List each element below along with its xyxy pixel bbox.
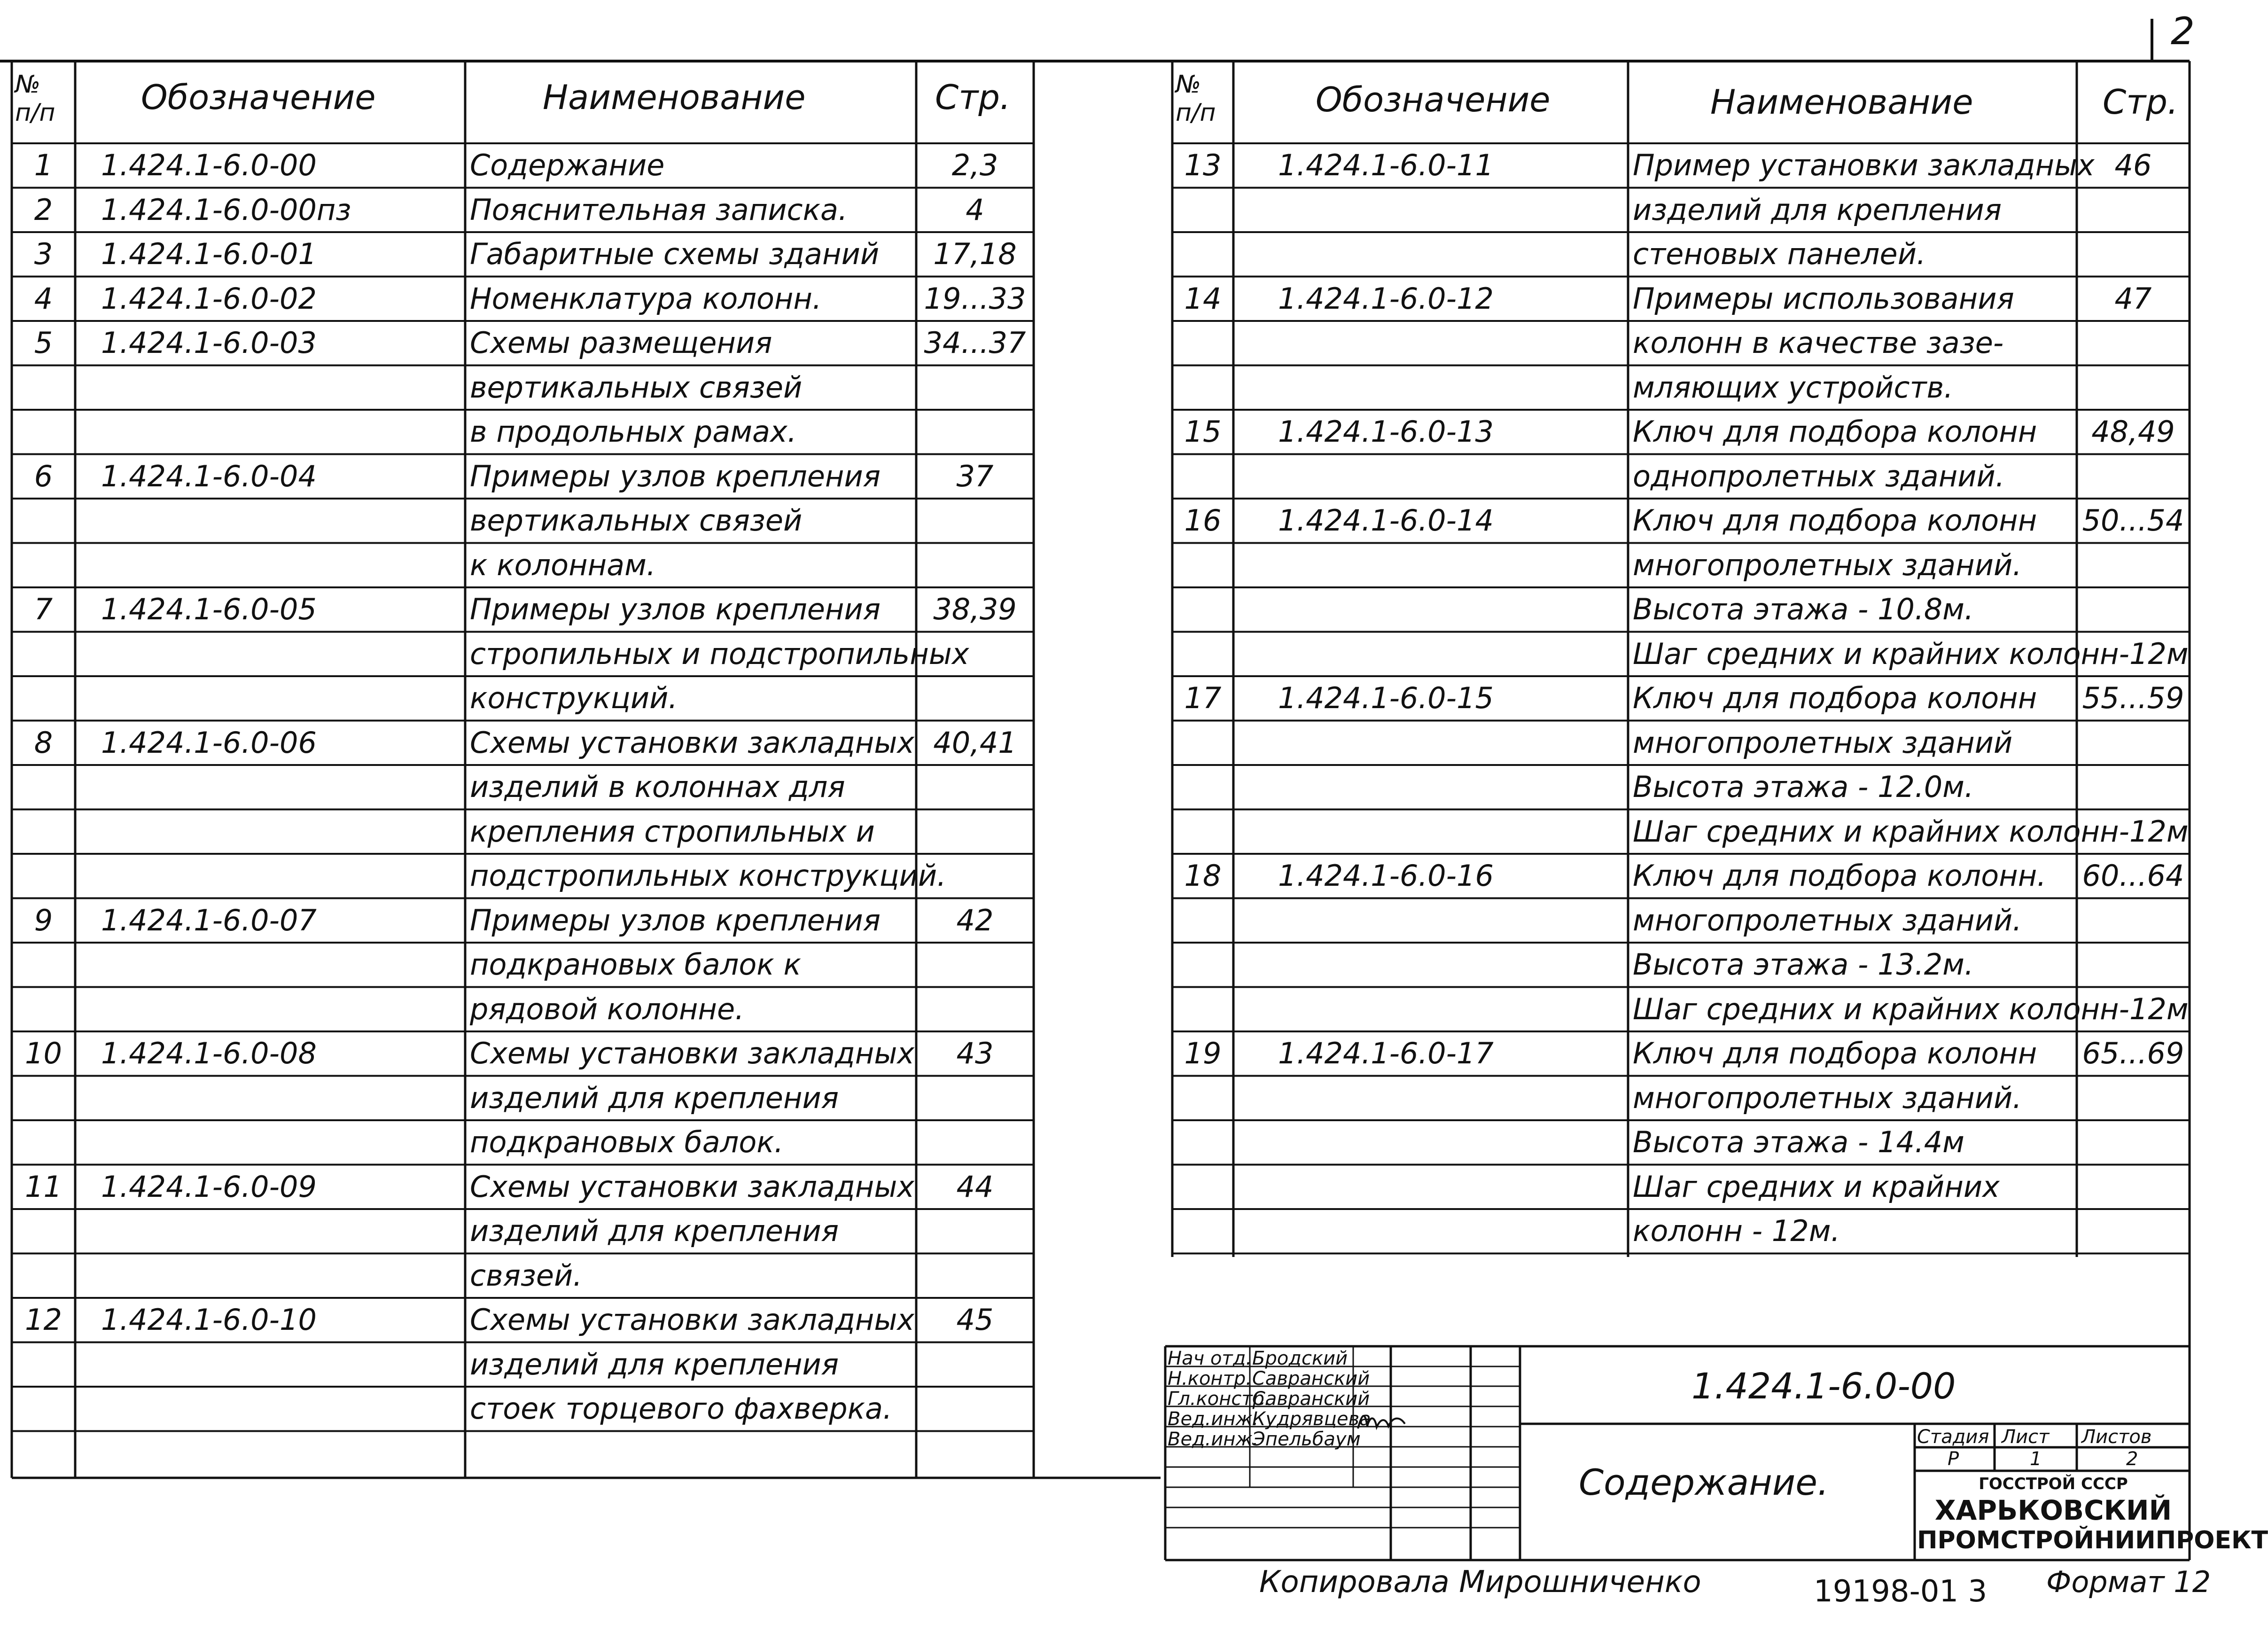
- row-designation: 1.424.1-6.0-00пз: [101, 192, 351, 227]
- row-name-line: вертикальных связей: [470, 370, 803, 405]
- row-pages: 45: [956, 1303, 994, 1337]
- row-name-line: многопролетных зданий.: [1633, 547, 2022, 582]
- row-name-line: Примеры использования: [1633, 281, 2014, 316]
- row-name-line: Схемы установки закладных: [470, 1303, 914, 1337]
- left-header-designation: Обозначение: [141, 78, 376, 117]
- row-designation: 1.424.1-6.0-11: [1278, 148, 1494, 182]
- copied-by: Копировала Мирошниченко: [1259, 1565, 1701, 1600]
- row-pages: 2,3: [951, 148, 998, 182]
- row-number: 4: [34, 281, 53, 316]
- sheets-label: Листов: [2081, 1426, 2152, 1448]
- row-pages: 47: [2114, 281, 2152, 316]
- format-label: Формат 12: [2046, 1565, 2211, 1599]
- row-designation: 1.424.1-6.0-01: [101, 237, 317, 271]
- stage-label: Стадия: [1917, 1426, 1989, 1448]
- row-number: 18: [1184, 859, 1222, 893]
- row-number: 17: [1184, 681, 1222, 715]
- row-designation: 1.424.1-6.0-02: [101, 281, 317, 316]
- right-header-designation: Обозначение: [1316, 80, 1551, 119]
- row-name-line: однопролетных зданий.: [1633, 459, 2005, 493]
- left-header-name: Наименование: [543, 78, 806, 117]
- stage-value: Р: [1948, 1448, 1959, 1470]
- row-number: 9: [34, 903, 53, 937]
- row-designation: 1.424.1-6.0-04: [101, 459, 317, 493]
- row-name-line: подкрановых балок к: [470, 947, 801, 982]
- row-name-line: колонн в качестве зазе-: [1633, 326, 2004, 360]
- org-line-1: ГОССТРОЙ СССР: [1979, 1475, 2128, 1493]
- row-name-line: Схемы установки закладных: [470, 1169, 914, 1204]
- row-pages: 48,49: [2091, 414, 2175, 449]
- row-pages: 50...54: [2082, 503, 2184, 538]
- row-name-line: многопролетных зданий.: [1633, 903, 2022, 937]
- row-number: 3: [34, 237, 53, 271]
- row-designation: 1.424.1-6.0-08: [101, 1036, 317, 1070]
- row-name-line: стеновых панелей.: [1633, 237, 1926, 271]
- row-number: 6: [34, 459, 53, 493]
- row-name-line: Примеры узлов крепления: [470, 459, 881, 493]
- row-name-line: Высота этажа - 12.0м.: [1633, 770, 1974, 804]
- row-name-line: связей.: [470, 1258, 583, 1293]
- row-name-line: Ключ для подбора колонн.: [1633, 859, 2046, 893]
- row-pages: 37: [956, 459, 994, 493]
- org-line-3: ПРОМСТРОЙНИИПРОЕКТ: [1917, 1526, 2268, 1554]
- row-number: 16: [1184, 503, 1222, 538]
- row-name-line: Схемы размещения: [470, 326, 772, 360]
- row-name-line: Ключ для подбора колонн: [1633, 414, 2037, 449]
- role-name-1: Бродский: [1252, 1348, 1348, 1369]
- row-name-line: мляющих устройств.: [1633, 370, 1953, 405]
- left-header-sheets: Стр.: [935, 78, 1011, 117]
- sheets-value: 2: [2126, 1448, 2138, 1470]
- row-pages: 19...33: [924, 281, 1026, 316]
- row-number: 10: [25, 1036, 62, 1070]
- row-name-line: к колоннам.: [470, 547, 656, 582]
- row-pages: 44: [956, 1169, 994, 1204]
- page-number: 2: [2171, 9, 2195, 53]
- row-name-line: Схемы установки закладных: [470, 1036, 914, 1070]
- archive-number: 19198-01 3: [1814, 1574, 1987, 1609]
- row-designation: 1.424.1-6.0-14: [1278, 503, 1494, 538]
- row-name-line: многопролетных зданий: [1633, 725, 2013, 760]
- row-name-line: изделий для крепления: [1633, 192, 2002, 227]
- row-name-line: Примеры узлов крепления: [470, 592, 881, 626]
- role-name-4: Кудрявцева: [1252, 1408, 1371, 1430]
- row-name-line: Шаг средних и крайних колонн-12м: [1633, 814, 2189, 849]
- row-number: 19: [1184, 1036, 1222, 1070]
- row-name-line: подкрановых балок.: [470, 1125, 784, 1159]
- row-name-line: в продольных рамах.: [470, 414, 797, 449]
- row-pages: 17,18: [933, 237, 1017, 271]
- row-name-line: Высота этажа - 10.8м.: [1633, 592, 1974, 626]
- row-name-line: Пояснительная записка.: [470, 192, 848, 227]
- row-number: 13: [1184, 148, 1222, 182]
- org-line-2: ХАРЬКОВСКИЙ: [1934, 1494, 2172, 1526]
- role-label-3: Гл.констр.: [1168, 1388, 1270, 1410]
- row-designation: 1.424.1-6.0-10: [101, 1303, 317, 1337]
- row-designation: 1.424.1-6.0-12: [1278, 281, 1494, 316]
- row-name-line: колонн - 12м.: [1633, 1214, 1840, 1248]
- row-name-line: Примеры узлов крепления: [470, 903, 881, 937]
- right-header-num: № п/п: [1176, 70, 1216, 127]
- role-name-3: Савранский: [1252, 1388, 1370, 1410]
- row-name-line: стоек торцевого фахверка.: [470, 1391, 892, 1426]
- row-name-line: изделий для крепления: [470, 1214, 839, 1248]
- row-name-line: Высота этажа - 13.2м.: [1633, 947, 1974, 982]
- row-name-line: Ключ для подбора колонн: [1633, 681, 2037, 715]
- row-name-line: Пример установки закладных: [1633, 148, 2095, 182]
- row-pages: 55...59: [2082, 681, 2184, 715]
- row-pages: 46: [2114, 148, 2152, 182]
- row-name-line: Содержание: [470, 148, 665, 182]
- row-name-line: Шаг средних и крайних: [1633, 1169, 2000, 1204]
- row-number: 12: [25, 1303, 62, 1337]
- row-name-line: конструкций.: [470, 681, 678, 715]
- row-name-line: Ключ для подбора колонн: [1633, 1036, 2037, 1070]
- row-designation: 1.424.1-6.0-09: [101, 1169, 317, 1204]
- row-designation: 1.424.1-6.0-05: [101, 592, 317, 626]
- row-designation: 1.424.1-6.0-00: [101, 148, 317, 182]
- row-number: 5: [34, 326, 53, 360]
- row-pages: 65...69: [2082, 1036, 2184, 1070]
- left-header-num: № п/п: [15, 70, 55, 127]
- role-name-2: Савранский: [1252, 1368, 1370, 1389]
- role-label-2: Н.контр.: [1168, 1368, 1252, 1389]
- doc-title: Содержание.: [1579, 1461, 1829, 1503]
- row-name-line: многопролетных зданий.: [1633, 1080, 2022, 1115]
- row-name-line: крепления стропильных и: [470, 814, 875, 849]
- row-number: 14: [1184, 281, 1222, 316]
- row-designation: 1.424.1-6.0-15: [1278, 681, 1494, 715]
- row-pages: 43: [956, 1036, 994, 1070]
- row-designation: 1.424.1-6.0-17: [1278, 1036, 1494, 1070]
- row-name-line: вертикальных связей: [470, 503, 803, 538]
- sheet-label: Лист: [2002, 1426, 2050, 1448]
- role-label-4: Вед.инж.: [1168, 1408, 1259, 1430]
- row-name-line: изделий в колоннах для: [470, 770, 845, 804]
- row-name-line: Ключ для подбора колонн: [1633, 503, 2037, 538]
- row-name-line: Номенклатура колонн.: [470, 281, 822, 316]
- row-number: 2: [34, 192, 53, 227]
- row-name-line: Схемы установки закладных: [470, 725, 914, 760]
- right-header-name: Наименование: [1710, 82, 1973, 122]
- right-header-sheets: Стр.: [2103, 82, 2178, 122]
- row-name-line: стропильных и подстропильных: [470, 636, 969, 671]
- row-name-line: Шаг средних и крайних колонн-12м: [1633, 636, 2189, 671]
- row-name-line: рядовой колонне.: [470, 991, 744, 1026]
- row-name-line: Высота этажа - 14.4м: [1633, 1125, 1964, 1159]
- row-number: 15: [1184, 414, 1222, 449]
- row-designation: 1.424.1-6.0-07: [101, 903, 317, 937]
- role-label-5: Вед.инж.: [1168, 1428, 1259, 1450]
- row-name-line: подстропильных конструкций.: [470, 859, 946, 893]
- row-designation: 1.424.1-6.0-13: [1278, 414, 1494, 449]
- row-number: 7: [34, 592, 53, 626]
- row-pages: 34...37: [924, 326, 1026, 360]
- role-label-1: Нач отд.: [1168, 1348, 1252, 1369]
- row-pages: 42: [956, 903, 994, 937]
- row-name-line: изделий для крепления: [470, 1080, 839, 1115]
- row-pages: 4: [966, 192, 984, 227]
- row-pages: 38,39: [933, 592, 1017, 626]
- doc-code: 1.424.1-6.0-00: [1691, 1365, 1956, 1407]
- row-pages: 60...64: [2082, 859, 2184, 893]
- row-designation: 1.424.1-6.0-03: [101, 326, 317, 360]
- row-designation: 1.424.1-6.0-16: [1278, 859, 1494, 893]
- row-name-line: Габаритные схемы зданий: [470, 237, 880, 271]
- row-number: 11: [25, 1169, 62, 1204]
- row-number: 1: [34, 148, 53, 182]
- signature-image: [1356, 1407, 1407, 1436]
- row-name-line: Шаг средних и крайних колонн-12м: [1633, 991, 2189, 1026]
- row-name-line: изделий для крепления: [470, 1347, 839, 1382]
- row-number: 8: [34, 725, 53, 760]
- row-designation: 1.424.1-6.0-06: [101, 725, 317, 760]
- sheet-value: 1: [2030, 1448, 2042, 1470]
- role-name-5: Эпельбаум: [1252, 1428, 1361, 1450]
- row-pages: 40,41: [933, 725, 1017, 760]
